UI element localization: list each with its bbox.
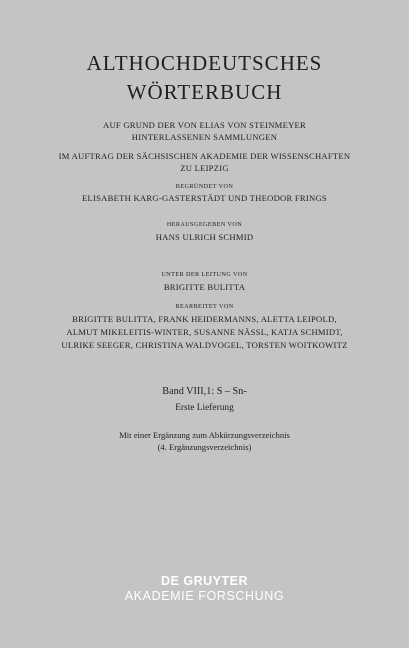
volume-label: Band VIII,1: [162,386,215,397]
volume-line [0,385,409,399]
editor-name: HANS ULRICH SCHMID [155,232,254,242]
edited-label: BEARBEITET VON [175,303,234,310]
editor-label: HERAUSGEGEBEN VON [166,221,243,228]
publisher-name: DE GRUYTER [161,574,248,588]
basis-line-1: AUF GRUND DER VON ELIAS VON STEINMEYER [102,120,307,130]
volume-range: S – Sn- [216,386,247,397]
basis-line-2: HINTERLASSENEN SAMMLUNGEN [131,132,278,142]
edited-line-3: ULRIKE SEEGER, CHRISTINA WALDVOGEL, TORSTEN WOITKOWITZ [61,340,348,350]
direction-label: UNTER DER LEITUNG VON [161,271,248,278]
supplement-line-2: (4. Ergänzungsverzeichnis) [157,442,252,452]
volume-delivery: Erste Lieferung [175,403,234,413]
title-line-1: ALTHOCHDEUTSCHES [86,51,323,75]
founded-names: ELISABETH KARG-GASTERSTÄDT UND THEODOR FRINGS [82,193,327,203]
commission-line-1: IM AUFTRAG DER SÄCHSISCHEN AKADEMIE DER WISSENSCHAFTEN [58,151,351,161]
edited-line-2: ALMUT MIKELEITIS-WINTER, SUSANNE NÄSSL, KATJA SCHMIDT, [66,327,343,337]
supplement-line-1: Mit einer Ergänzung zum Abkürzungsverzeichnis [119,430,290,440]
founded-label: BEGRÜNDET VON [175,183,234,190]
title-line-2: WÖRTERBUCH [126,80,283,104]
publisher-logo [0,574,409,604]
edited-line-1: BRIGITTE BULITTA, FRANK HEIDERMANNS, ALETTA LEIPOLD, [72,314,337,324]
publisher-series: AKADEMIE FORSCHUNG [124,589,285,603]
direction-name: BRIGITTE BULITTA [163,282,246,292]
commission-line-2: ZU LEIPZIG [180,163,229,173]
